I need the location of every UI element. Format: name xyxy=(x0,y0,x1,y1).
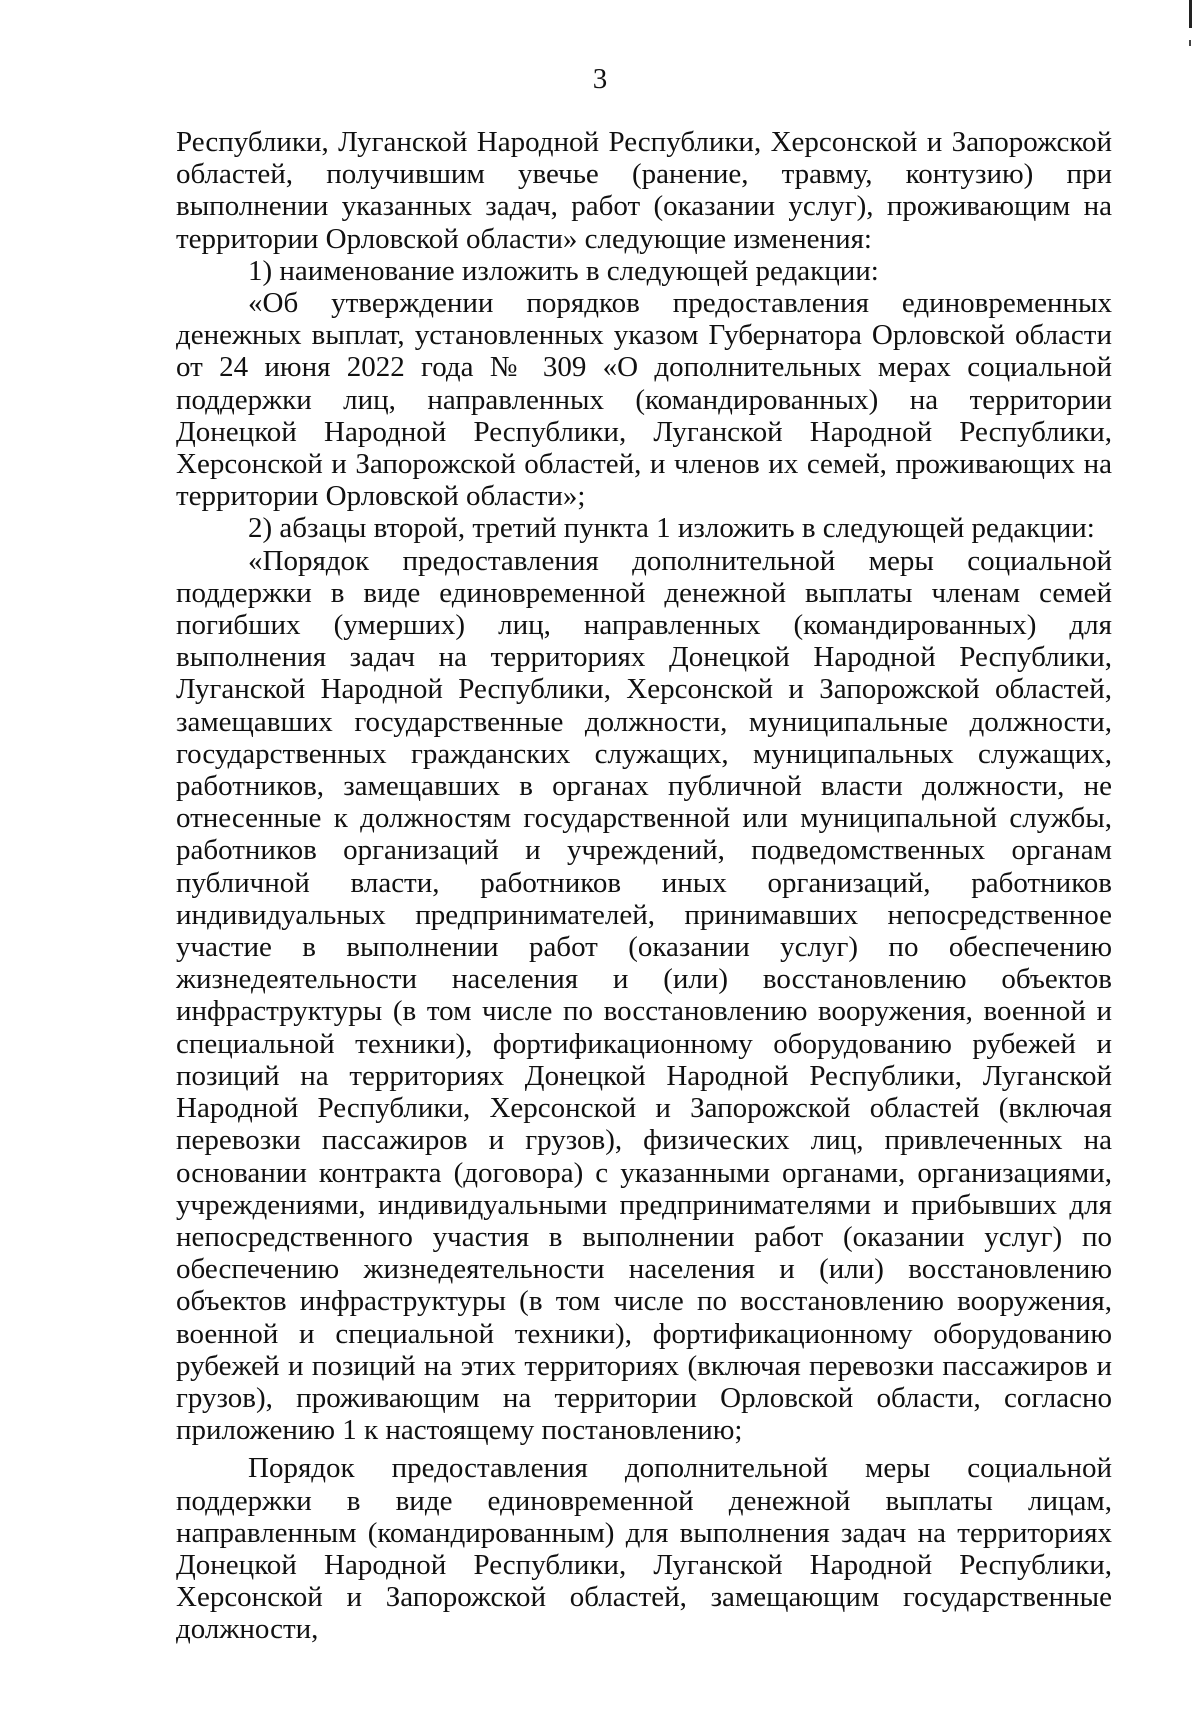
document-body xyxy=(176,126,1112,1646)
scan-artifact xyxy=(1189,0,1192,28)
page-number: 3 xyxy=(592,63,608,95)
paragraph-item-1: 1) наименование изложить в следующей редакции: xyxy=(248,254,879,287)
scan-artifact xyxy=(1189,40,1191,46)
paragraph-order-2: Порядок предоставления дополнительной меры социальной поддержки в виде единовременной денежной выплаты лицам, направленным (командированным) для выполнения задач на территориях Донецкой Народной Республики, Луганской Народной Республики, Херсонской и Запорожской областей, замещающим государственные должности, xyxy=(176,1452,1112,1646)
paragraph-order-1: «Порядок предоставления дополнительной меры социальной поддержки в виде единовременной денежной выплаты членам семей погибших (умерших) лиц, направленных (командированных) для выполнения задач на территориях Донецкой Народной Республики, Луганской Народной Республики, Херсонской и Запорожской областей, замещавших государственные должности, муниципальные должности, государственных гражданских служащих, муниципальных служащих, работников, замещавших в органах публичной власти должности, не отнесенные к должностям государственной или муниципальной службы, работников организаций и учреждений, подведомственных органам публичной власти, работников иных организаций, работников индивидуальных предпринимателей, принимавших непосредственное участие в выполнении работ (оказании услуг) по обеспечению жизнедеятельности населения и (или) восстановлению объектов инфраструктуры (в том числе по восстановлению вооружения, военной и специальной техники), фортификационному оборудованию рубежей и позиций на территориях Донецкой Народной Республики, Луганской Народной Республики, Херсонской и Запорожской областей (включая перевозки пассажиров и грузов), физических лиц, привлеченных на основании контракта (договора) с указанными органами, организациями, учреждениями, индивидуальными предпринимателями и прибывших для непосредственного участия в выполнении работ (оказании услуг) по обеспечению жизнедеятельности населения и (или) восстановлению объектов инфраструктуры (в том числе по восстановлению вооружения, военной и специальной техники), фортификационному оборудованию рубежей и позиций на этих территориях (включая перевозки пассажиров и грузов), проживающим на территории Орловской области, согласно приложению 1 к настоящему постановлению; xyxy=(176,544,1112,1447)
paragraph-new-title: «Об утверждении порядков предоставления единовременных денежных выплат, установленных указом Губернатора Орловской области от 24 июня 2022 года № 309 «О дополнительных мерах социальной поддержки лиц, направленных (командированных) на территории Донецкой Народной Республики, Луганской Народной Республики, Херсонской и Запорожской областей, и членов их семей, проживающих на территории Орловской области»; xyxy=(176,287,1112,513)
paragraph-continuation: Республики, Луганской Народной Республики, Херсонской и Запорожской областей, получившим увечье (ранение, травму, контузию) при выполнении указанных задач, работ (оказании услуг), проживающим на территории Орловской области» следующие изменения: xyxy=(176,126,1112,255)
paragraph-item-2: 2) абзацы второй, третий пункта 1 изложить в следующей редакции: xyxy=(248,512,1095,545)
